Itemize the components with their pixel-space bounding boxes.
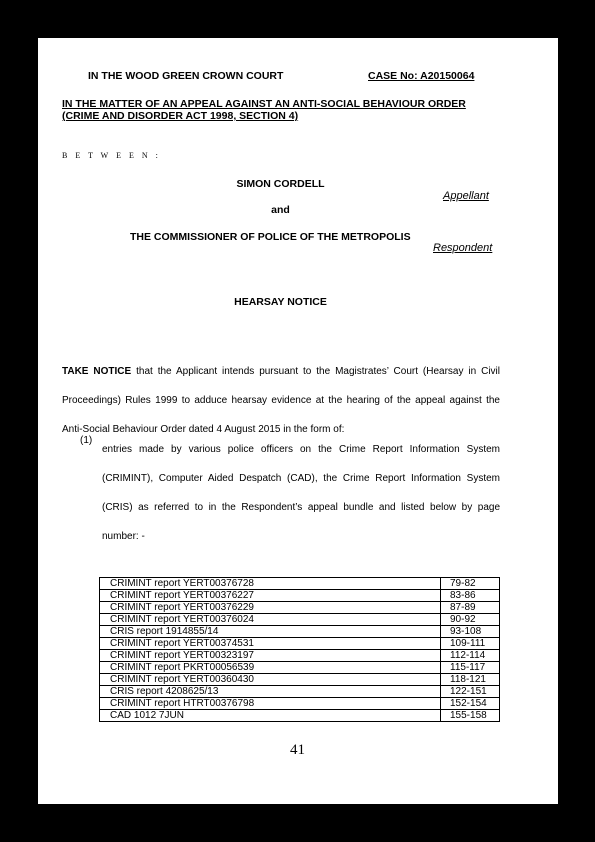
page-range-cell: 155-158: [441, 710, 500, 722]
page-range-cell: 90-92: [441, 614, 500, 626]
matter-heading: [62, 98, 466, 122]
document-page: [38, 38, 558, 804]
document-name-cell: CRIMINT report YERT00360430: [100, 674, 441, 686]
notice-text: that the Applicant intends pursuant to the Magistrates’ Court (Hearsay in Civil Proceedings) Rules 1999 to adduce hearsay evidence at the hearing of the appeal against the Anti-Social Behaviour Order dated 4 August 2015 in the form of:: [62, 366, 500, 435]
table-row: [100, 650, 500, 662]
document-name-cell: CRIMINT report YERT00376229: [100, 602, 441, 614]
case-number: CASE No: A20150064: [368, 70, 475, 82]
page-range-cell: 93-108: [441, 626, 500, 638]
page-range-cell: 118-121: [441, 674, 500, 686]
documents-table: [99, 577, 500, 722]
document-name-cell: CRIS report 4208625/13: [100, 686, 441, 698]
court-name: IN THE WOOD GREEN CROWN COURT: [88, 70, 284, 82]
notice-lead: TAKE NOTICE: [62, 366, 132, 377]
item-text: entries made by various police officers on the Crime Report Information System (CRIMINT), Computer Aided Despatch (CAD), the Crime Report Information System (CRIS) as referred to in the Respondent’s appeal bundle and listed below by page number: -: [102, 444, 500, 542]
appellant-role: Appellant: [443, 190, 489, 202]
document-name-cell: CAD 1012 7JUN: [100, 710, 441, 722]
table-row: [100, 626, 500, 638]
item-number: (1): [80, 435, 93, 446]
page-range-cell: 152-154: [441, 698, 500, 710]
page-range-cell: 79-82: [441, 578, 500, 590]
document-name-cell: CRIMINT report YERT00376728: [100, 578, 441, 590]
page-range-cell: 83-86: [441, 590, 500, 602]
documents-table-body: [100, 578, 500, 722]
page-number: 41: [290, 742, 305, 758]
table-row: [100, 710, 500, 722]
page-range-cell: 109-111: [441, 638, 500, 650]
page-range-cell: 122-151: [441, 686, 500, 698]
table-row: [100, 674, 500, 686]
document-name-cell: CRIMINT report HTRT00376798: [100, 698, 441, 710]
page-range-cell: 112-114: [441, 650, 500, 662]
table-row: [100, 698, 500, 710]
matter-line-1: IN THE MATTER OF AN APPEAL AGAINST AN ANTI-SOCIAL BEHAVIOUR ORDER: [62, 98, 466, 110]
table-row: [100, 602, 500, 614]
table-row: [100, 578, 500, 590]
appellant-name: SIMON CORDELL: [236, 178, 325, 190]
document-name-cell: CRIMINT report PKRT00056539: [100, 662, 441, 674]
respondent-role: Respondent: [433, 242, 493, 254]
table-row: [100, 686, 500, 698]
between-label: B E T W E E N :: [62, 151, 161, 160]
document-name-cell: CRIMINT report YERT00376227: [100, 590, 441, 602]
respondent-name: THE COMMISSIONER OF POLICE OF THE METROPOLIS: [130, 231, 411, 243]
document-name-cell: CRIMINT report YERT00374531: [100, 638, 441, 650]
document-name-cell: CRIMINT report YERT00323197: [100, 650, 441, 662]
page-range-cell: 115-117: [441, 662, 500, 674]
table-row: [100, 662, 500, 674]
matter-line-2: (CRIME AND DISORDER ACT 1998, SECTION 4): [62, 110, 299, 122]
notice-title: HEARSAY NOTICE: [234, 296, 327, 308]
table-row: [100, 638, 500, 650]
and-label: and: [271, 204, 290, 216]
table-row: [100, 614, 500, 626]
table-row: [100, 590, 500, 602]
notice-paragraph: [62, 357, 500, 444]
page-range-cell: 87-89: [441, 602, 500, 614]
document-name-cell: CRIS report 1914855/14: [100, 626, 441, 638]
document-name-cell: CRIMINT report YERT00376024: [100, 614, 441, 626]
